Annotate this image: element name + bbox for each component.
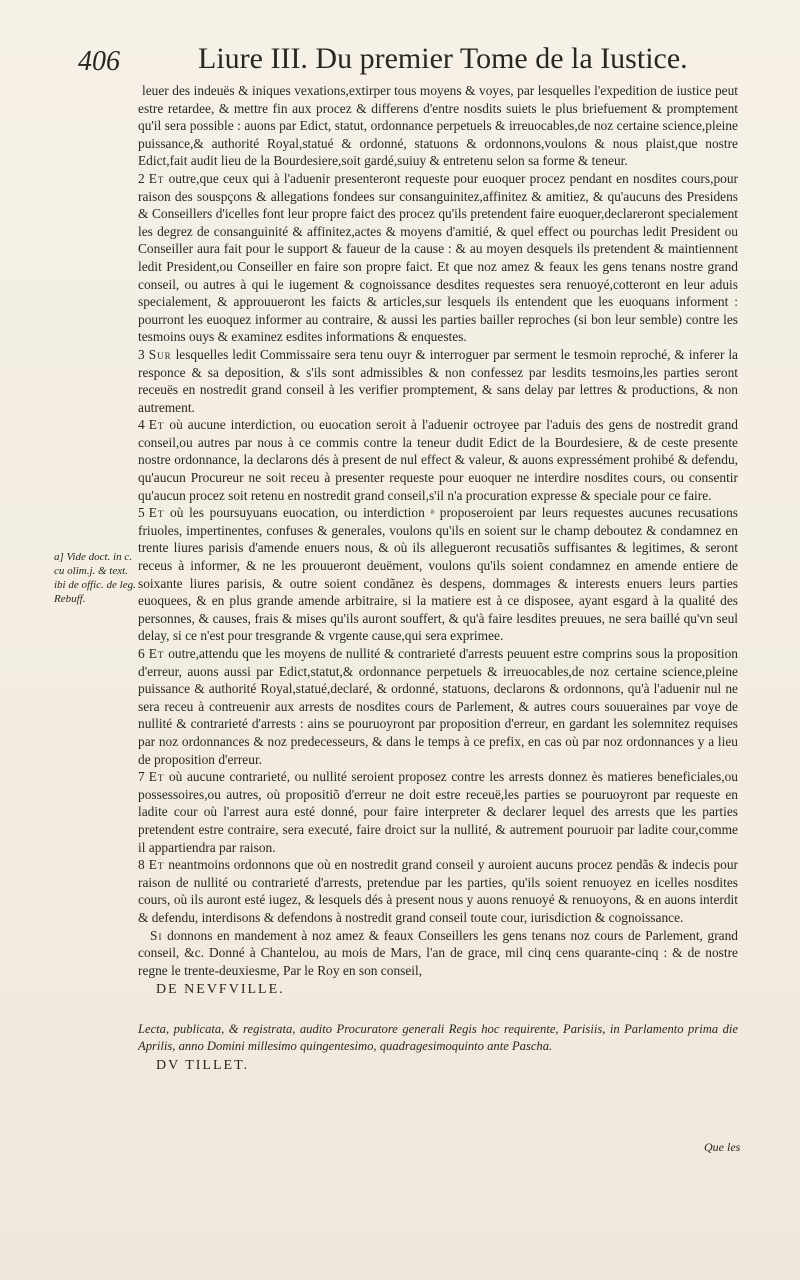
signature: DE NEVFVILLE. — [156, 982, 285, 998]
paragraph: 7 Et où aucune contrarieté, ou nullité seroient proposez contre les arrests donnez ès matieres beneficiales,ou possessoires,ou autres, où propositiõ d'erreur ne doit estre receuë,les parties se pouruoyront par requeste en ladite cour où l'arrest aura esté donné, pour faire interpreter & declarer lequel des arrests que les parties pretendent estre contraire, sera executé, faire droict sur la nullité, & autrement pouruoir par ladite cour,comme il appartiendra par raison. — [138, 769, 738, 855]
page-header — [78, 38, 718, 78]
page-number: 406 — [78, 46, 120, 77]
paragraph: leuer des indeuës & iniques vexations,extirper tous moyens & voyes, par lesquelles l'expedition de iustice peut estre retardee, & mettre fin aux procez & differens d'entre nosdits suiets le plus briefuement & promptement qu'il sera possible : auons par Edict, statut, ordonnance perpetuels & irreuocables,de noz certaine science,pleine puissance,& authorité Royal,statué & ordonné, statuons & ordonnons,voulons & nous plaist,que nostre Edict,fait audit lieu de la Bourdesiere,soit gardé,suiuy & entretenu selon sa forme & teneur. — [138, 83, 738, 169]
registration-note: Lecta, publicata, & registrata, audito Procuratore generali Regis hoc requirente, Parisiis, in Parlamento prima die Aprilis, anno Domini millesimo quingentesimo, quadragesimoquinto ante Pascha. — [138, 1021, 738, 1053]
registrar-signature: DV TILLET. — [156, 1057, 250, 1073]
running-head: Liure III. Du premier Tome de la Iustice. — [198, 42, 688, 75]
margin-note: a] Vide doct. in c. cu olim.j. & text. ibi de offic. de leg. Rebuff. — [54, 551, 136, 605]
paragraph: 5 Et où les poursuyuans euocation, ou interdiction ᵃ proposeroient par leurs requestes aucunes recusations friuoles, impertinentes, confuses & generales, voulons qu'ils en soient sur le champ deboutez & condamnez en trente liures parisis d'amende enuers nous, & où ils allegueront recusatiõs suffisantes & legitimes, & seront receus à informer, & ne les prouueront deuëment, voulons qu'ils soient condamnez en amende entiere de soixante liures parisis, & outre soient condãnez ès despens, dommages & interests enuers leurs parties euoquees, & en plus grande amende arbitraire, si la matiere est à ce disposee, ayant esgard à la qualité des personnes, & causes, frais & mises qu'ils auront souffert, & qu'à faire lesdites preuues, ne sera baillé qu'vn seul delay, si ce n'est pour tresgrande & vrgente cause,qui sera exprimee. — [138, 505, 738, 644]
paragraph: Si donnons en mandement à noz amez & feaux Conseillers les gens tenans noz cours de Parlement, grand conseil, &c. Donné à Chantelou, au mois de Mars, l'an de grace, mil cinq cens quarante-cinq : & de nostre regne le trente-deuxiesme, Par le Roy en son conseil, — [138, 927, 738, 978]
catchword: Que les — [704, 1140, 741, 1154]
paragraph: 8 Et neantmoins ordonnons que où en nostredit grand conseil y auroient aucuns procez pendãs & indecis pour raison de nullité ou contrarieté d'arrests, pretendue par les parties, qu'ils soient renuoyez en icelles nosdites cours, où ils auront esté iugez, & lesquels dés à present nous y auons renuoyé & renuoyons, & en auons interdit & defendu, interdisons & defendons à nostredit grand conseil toute cour, iurisdiction & cognoissance. — [138, 857, 738, 925]
paragraph: 3 Sur lesquelles ledit Commissaire sera tenu ouyr & interroguer par serment le tesmoin reproché, & inferer la responce & sa deposition, & s'ils sont admissibles & non confessez par lesdits tesmoins,les parties seront receuës en nostredit grand conseil à les verifier promptement, & sans delay par lettres & productions, & non autrement. — [138, 346, 738, 415]
paragraph: 6 Et outre,attendu que les moyens de nullité & contrarieté d'arrests peuuent estre comprins sous la proposition d'erreur, auons aussi par Edict,statut,& ordonnance perpetuels & irreuocables,de noz certaine science,pleine puissance & authorité Royal,statué,declaré, & ordonné, statuons, declarons & ordonnons, qu'à l'aduenir nul ne sera receu à contreuenir aux arrests de nosdites cours de Parlement, & autres cours souueraines par voye de nullité & contrarieté d'arrests : ains se pouruoyront par proposition d'erreur, en gardant les solemnitez requises par noz ordonnances & noz predecesseurs, & dans le temps à ce prefix, en cas où par noz ordonnances y a lieu de proposition d'erreur. — [138, 646, 738, 767]
paragraph: 4 Et où aucune interdiction, ou euocation seroit à l'aduenir octroyee par l'aduis des gens de nostredit grand conseil,ou autres par nous à ce commis contre la teneur dudit Edict de la Bourdesiere, & de ceste presente nostre ordonnance, la declarons dés à present de nul effect & valeur, & auons expressément prohibé & defendu, qu'aucun Procureur ne soit receu à presenter requeste pour euoquer ne interdire nosdites cours, ou consentir qu'aucun procez soit retenu en nostredit grand conseil,s'il n'a procuration expresse & speciale pour ce faire. — [138, 417, 738, 503]
body-text — [138, 82, 738, 1074]
paragraph: 2 Et outre,que ceux qui à l'aduenir presenteront requeste pour euoquer procez pendant en nosdites cours,pour raison des souspçons & allegations fondees sur consanguinitez,affinitez & amitiez, & qu'aucuns des Presidens & Conseillers d'icelles font leur propre faict des procez qu'ils pretendent faire euoquer,declareront specialement les degrez de consanguinité & affinitez,actes & moyens d'amitié, & quel effect ou pourchas ledit President ou Conseiller aura fait pour le support & faueur de la cause : & au moyen desquels ils pretendent & maintiennent ledit President,ou Conseiller en faire son propre faict. Et que noz amez & feaux les gens tenans nostre grand conseil, ou autres à qui le iugement & cognoissance desdites requestes sera renuoyé,cotteront en leur aduis specialement, & approuueront les faicts & articles,sur lesquels ils entendent que les euoquans informent : pourront les euoquez informer au contraire, & aussi les parties bailler reproches (si bon leur semble) contre les tesmoins ouys & examinez esdites informations & enquestes. — [138, 170, 738, 345]
